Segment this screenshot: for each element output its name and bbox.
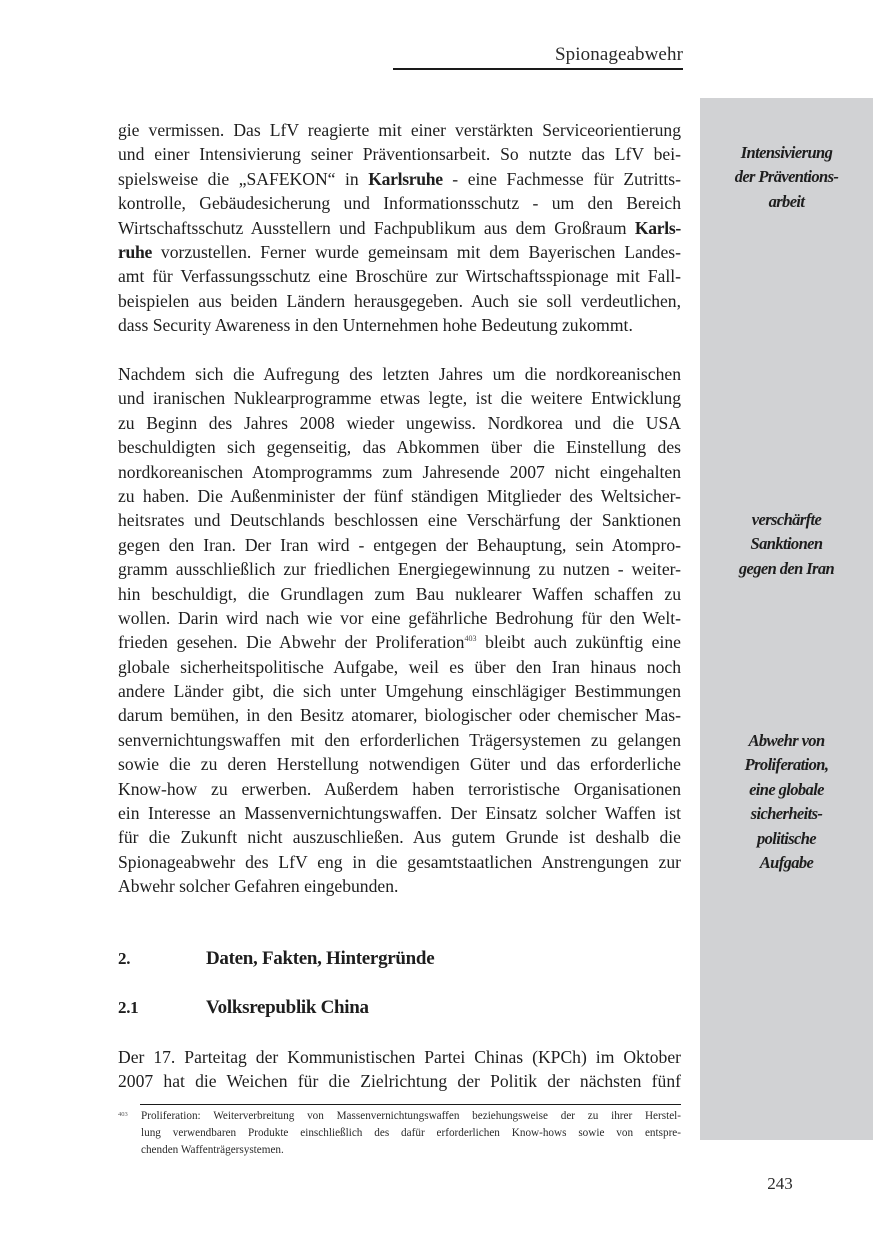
margin-note-line: verschärfte [751, 510, 822, 529]
text-line: sowie die zu deren Herstellung notwendigen Güter und das erforderliche [118, 754, 681, 775]
text-line: für die Zukunft nicht auszuschließen. Aus gutem Grunde ist deshalb die [118, 827, 681, 848]
section-title: Daten, Fakten, Hintergründe [206, 948, 435, 969]
running-head-title: Spionageabwehr [554, 44, 683, 65]
margin-note-line: arbeit [768, 191, 805, 211]
text-line: beispielen aus beiden Ländern herausgegeben. Auch sie soll verdeutlichen, [118, 290, 681, 311]
footnote-403 [118, 1108, 681, 1159]
text-line: globale sicherheitspolitische Aufgabe, weil es über den Iran hinaus noch [118, 656, 681, 677]
text-line: gramm ausschließlich zur friedlichen Energiegewinnung zu nutzen - weiter- [118, 559, 681, 580]
text-line: nordkoreanischen Atomprogramms zum Jahresende 2007 nicht eingehalten [118, 461, 681, 482]
margin-note-line: eine globale [749, 779, 824, 799]
text-line: beschuldigten sich gegenseitig, das Abkommen über die Einstellung des [118, 437, 681, 458]
text-line: 2007 hat die Weichen für die Zielrichtung der Politik der nächsten fünf [118, 1071, 681, 1092]
paragraph-praevention [118, 118, 681, 338]
text-line: ein Interesse an Massenvernichtungswaffen. Der Einsatz solcher Waffen ist [118, 803, 681, 824]
footnote-body [141, 1108, 681, 1159]
page-number: 243 [767, 1174, 793, 1193]
text-line: und iranischen Nuklearprogramme etwas legte, ist die weitere Entwicklung [118, 388, 681, 409]
text-line: Abwehr solcher Gefahren eingebunden. [118, 876, 399, 897]
margin-note-line: Sanktionen [750, 534, 823, 554]
text-line: wollen. Darin wird nach wie vor eine gefährliche Bedrohung für den Welt- [118, 607, 681, 628]
text-line: zu haben. Die Außenminister der fünf ständigen Mitglieder des Weltsicher- [118, 485, 681, 506]
text-line: Spionageabwehr des LfV eng in die gesamtstaatlichen Anstrengungen zur [118, 851, 681, 872]
text-line: gegen den Iran. Der Iran wird - entgegen der Behauptung, sein Atompro- [118, 534, 681, 555]
text-line: ruhe vorzustellen. Ferner wurde gemeinsam mit dem Bayerischen Landes- [118, 241, 681, 262]
margin-note-line: gegen den Iran [738, 558, 835, 578]
text-line: Wirtschaftsschutz Ausstellern und Fachpublikum aus dem Großraum Karls- [118, 217, 681, 238]
section-title: Volksrepublik China [206, 997, 369, 1018]
text-line: amt für Verfassungsschutz eine Broschüre zur Wirtschaftsspionage mit Fall- [118, 266, 681, 287]
margin-note-proliferation [700, 729, 873, 875]
section-heading-2-1 [118, 997, 369, 1019]
text-line: andere Länder gibt, die sich unter Umgehung einschlägiger Bestimmungen [118, 681, 681, 702]
text-line: heitsrates und Deutschlands beschlossen eine Verschärfung der Sanktionen [118, 510, 681, 531]
footnote-line: Proliferation: Weiterverbreitung von Massenvernichtungswaffen beziehungsweise der zu ihrer Herstel- [141, 1110, 681, 1122]
margin-note-sanktionen [700, 508, 873, 581]
paragraph-proliferation [118, 362, 681, 899]
text-line: und einer Intensivierung seiner Präventionsarbeit. So nutzte das LfV bei- [118, 144, 681, 165]
footnote-reference[interactable]: 403 [464, 634, 477, 644]
margin-note-line: sicherheits- [750, 804, 823, 824]
footnote-line: chenden Waffenträgersystemen. [141, 1144, 284, 1156]
text-line: Know-how zu erwerben. Außerdem haben terroristische Organisationen [118, 778, 681, 799]
text-line: hin beschuldigt, die Grundlagen zum Bau nuklearer Waffen schaffen zu [118, 583, 681, 604]
highlighted-keyword: Karlsruhe [368, 168, 443, 189]
footnote-line: lung verwendbaren Produkte einschließlich des dafür erforderlichen Know-hows sowie von entspre- [141, 1127, 681, 1139]
highlighted-keyword: Karls- [634, 217, 681, 238]
margin-note-line: politische [756, 828, 817, 848]
section-number: 2. [118, 949, 131, 968]
section-heading-2 [118, 948, 434, 970]
margin-note-line: Intensivierung [740, 143, 833, 162]
text-line: frieden gesehen. Die Abwehr der Proliferation$^{403}$ bleibt auch zukünftig eine [118, 632, 681, 653]
margin-note-intensivierung [700, 141, 873, 214]
margin-column [700, 98, 873, 1140]
text-line: Nachdem sich die Aufregung des letzten Jahres um die nordkoreanischen [118, 364, 681, 384]
text-line: senvernichtungswaffen mit den erforderlichen Trägersystemen zu gelangen [118, 729, 681, 750]
margin-note-line: der Präventions- [734, 167, 839, 187]
text-line: spielsweise die „SAFEKON“ in Karlsruhe - eine Fachmesse für Zutritts- [118, 168, 681, 189]
paragraph-china [118, 1045, 681, 1094]
text-line: dass Security Awareness in den Unternehmen hohe Bedeutung zukommt. [118, 315, 633, 336]
margin-note-line: Abwehr von [748, 731, 825, 750]
text-line: zu Beginn des Jahres 2008 wieder ungewiss. Nordkorea und die USA [118, 412, 681, 433]
text-line: Der 17. Parteitag der Kommunistischen Partei Chinas (KPCh) im Oktober [118, 1047, 681, 1067]
text-line: darum bemühen, in den Besitz atomarer, biologischer oder chemischer Mas- [118, 705, 681, 726]
header-rule [393, 68, 683, 70]
text-line: kontrolle, Gebäudesicherung und Informationsschutz - um den Bereich [118, 193, 681, 214]
margin-note-line: Aufgabe [759, 853, 814, 873]
margin-note-line: Proliferation, [744, 755, 829, 775]
text-line: gie vermissen. Das LfV reagierte mit einer verstärkten Serviceorientierung [118, 120, 681, 140]
footnote-number: 403 [118, 1111, 128, 1118]
footnote-rule [140, 1104, 681, 1105]
highlighted-keyword: ruhe [118, 241, 152, 262]
section-number: 2.1 [118, 998, 139, 1017]
